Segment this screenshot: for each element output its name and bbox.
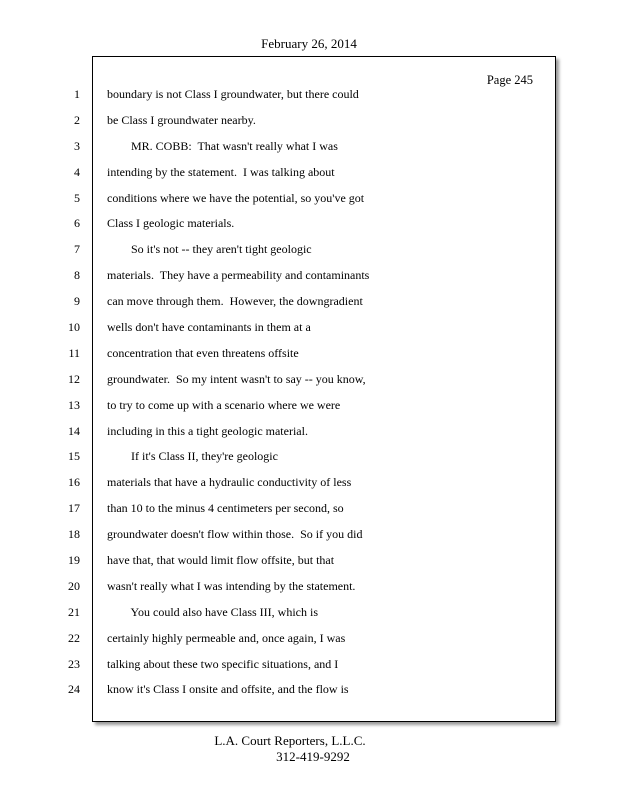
transcript-line: groundwater doesn't flow within those. So if you did bbox=[107, 527, 363, 542]
line-number: 21 bbox=[68, 604, 80, 619]
line-number: 16 bbox=[68, 475, 80, 490]
page-number: Page 245 bbox=[486, 73, 533, 87]
line-number: 12 bbox=[68, 371, 80, 386]
line-number: 9 bbox=[74, 294, 80, 309]
transcript-line: to try to come up with a scenario where we were bbox=[107, 397, 341, 412]
transcript-line: Class I geologic materials. bbox=[107, 216, 235, 231]
transcript-line: certainly highly permeable and, once again, I was bbox=[107, 630, 346, 645]
transcript-line: than 10 to the minus 4 centimeters per second, so bbox=[107, 501, 344, 516]
line-number: 3 bbox=[74, 138, 80, 153]
line-number: 15 bbox=[68, 449, 80, 464]
line-number: 22 bbox=[68, 630, 80, 645]
transcript-line: intending by the statement. I was talking about bbox=[107, 164, 335, 179]
line-number: 4 bbox=[74, 164, 80, 179]
transcript-line: wells don't have contaminants in them at a bbox=[107, 320, 311, 335]
transcript-line: be Class I groundwater nearby. bbox=[107, 112, 256, 127]
line-number: 19 bbox=[68, 553, 80, 568]
transcript-line: MR. COBB: That wasn't really what I was bbox=[107, 138, 338, 153]
line-number: 20 bbox=[68, 578, 80, 593]
transcript-text bbox=[107, 84, 547, 705]
transcript-line: boundary is not Class I groundwater, but there could bbox=[107, 87, 359, 101]
transcript-line: wasn't really what I was intending by the statement. bbox=[107, 578, 356, 593]
line-numbers-column bbox=[40, 84, 80, 705]
transcript-line: know it's Class I onsite and offsite, and the flow is bbox=[107, 682, 349, 697]
transcript-line: If it's Class II, they're geologic bbox=[107, 449, 278, 464]
line-number: 14 bbox=[68, 423, 80, 438]
transcript-line: You could also have Class III, which is bbox=[107, 604, 318, 619]
line-number: 5 bbox=[74, 190, 80, 205]
header-date: February 26, 2014 bbox=[261, 36, 357, 51]
footer-phone: 312-419-9292 bbox=[276, 749, 350, 764]
line-number: 6 bbox=[74, 216, 80, 231]
line-number: 18 bbox=[68, 527, 80, 542]
transcript-line: have that, that would limit flow offsite, but that bbox=[107, 553, 335, 568]
transcript-line: concentration that even threatens offsite bbox=[107, 345, 299, 360]
line-number: 1 bbox=[74, 87, 80, 101]
line-number: 11 bbox=[68, 345, 80, 360]
transcript-line: So it's not -- they aren't tight geologic bbox=[107, 242, 312, 257]
line-number: 24 bbox=[68, 682, 80, 697]
line-number: 7 bbox=[74, 242, 80, 257]
line-number: 17 bbox=[68, 501, 80, 516]
transcript-line: conditions where we have the potential, so you've got bbox=[107, 190, 365, 205]
line-number: 23 bbox=[68, 656, 80, 671]
line-number: 8 bbox=[74, 268, 80, 283]
line-number: 13 bbox=[68, 397, 80, 412]
footer-reporter: L.A. Court Reporters, L.L.C. bbox=[214, 733, 366, 748]
line-number: 2 bbox=[74, 112, 80, 127]
transcript-line: groundwater. So my intent wasn't to say -- you know, bbox=[107, 371, 366, 386]
transcript-line: talking about these two specific situations, and I bbox=[107, 656, 339, 671]
transcript-line: including in this a tight geologic material. bbox=[107, 423, 308, 438]
transcript-line: can move through them. However, the downgradient bbox=[107, 294, 363, 309]
line-number: 10 bbox=[68, 320, 80, 335]
transcript-line: materials. They have a permeability and contaminants bbox=[107, 268, 370, 283]
transcript-line: materials that have a hydraulic conductivity of less bbox=[107, 475, 352, 490]
